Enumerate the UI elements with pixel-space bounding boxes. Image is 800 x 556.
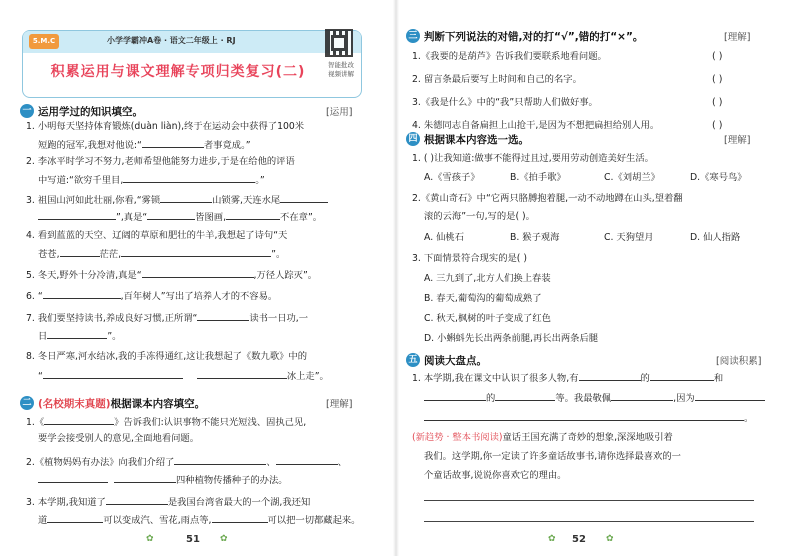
section-title: 根据课本内容选一选。	[424, 133, 529, 146]
question-line: 四种植物传播种子的办法。	[38, 473, 288, 487]
section-category: [理解]	[724, 32, 751, 43]
section-title: 根据课本内容填空。	[110, 397, 206, 410]
question-line: 1.《 》告诉我们:认识事物不能只光短浅、固执己见,	[26, 417, 307, 428]
section-number-badge: 二	[20, 396, 34, 410]
option[interactable]: B. 春天,葡萄沟的葡萄成熟了	[424, 293, 542, 304]
question-line: 2.《植物妈妈有办法》向我们介绍了 、 、	[26, 457, 347, 468]
writing-line[interactable]	[424, 500, 754, 501]
question-line: 8. 冬日严寒,河水结冰,我的手冻得通红,这让我想起了《数九歌》中的	[26, 351, 308, 362]
answer-blank[interactable]	[60, 247, 100, 257]
section-title: 阅读大盘点。	[424, 354, 487, 367]
question-line: 1. ( )让我知道:做事不能得过且过,要用劳动创造美好生活。	[412, 153, 654, 164]
answer-blank[interactable]	[695, 391, 765, 401]
question-line: 3. 下面情景符合现实的是( )	[412, 253, 528, 264]
answer-blank[interactable]	[106, 495, 168, 505]
right-page	[396, 0, 800, 556]
judge-item: 3.《我是什么》中的“我”只帮助人们做好事。	[412, 97, 598, 108]
judge-item: 2. 留言条最后要写上时间和自己的名字。	[412, 74, 582, 85]
sprout-icon: ✿	[146, 534, 154, 544]
sprout-icon: ✿	[548, 534, 556, 544]
answer-blank[interactable]	[114, 473, 176, 483]
sprout-icon: ✿	[606, 534, 614, 544]
question-line: 3. 祖国山河如此壮丽,你看,“雾锁 山锁雾,天连水尾	[26, 193, 328, 207]
question-line: 日 ”。	[38, 331, 122, 342]
question-line: 短跑的冠军,我想对他说:“ 者事竟成。”	[38, 140, 251, 151]
option[interactable]: A. 仙桃石	[424, 232, 464, 243]
question-line: 1. 本学期,我在课文中认识了很多人物,有 的 和	[412, 373, 724, 384]
section-category: [理解]	[724, 135, 751, 146]
question-line: 要学会接受别人的意见,全面地看问题。	[38, 433, 200, 444]
answer-blank[interactable]	[43, 369, 183, 379]
page-number: 52	[572, 534, 586, 545]
answer-blank[interactable]	[38, 210, 116, 220]
option[interactable]: B. 猴子观海	[510, 232, 560, 243]
section-category: [理解]	[326, 399, 353, 410]
option[interactable]: D.《寒号鸟》	[690, 172, 747, 183]
answer-paren[interactable]: ( )	[712, 97, 723, 108]
option[interactable]: A.《雪孩子》	[424, 172, 480, 183]
question-line: 2.《黄山奇石》中“它两只胳膊抱着腿,一动不动地蹲在山头,望着翻	[412, 193, 683, 204]
judge-item: 4. 朱德同志自备扁担上山抢干,是因为不想把扁担给别人用。	[412, 120, 660, 131]
section-1-heading	[20, 103, 143, 119]
answer-blank[interactable]	[212, 513, 268, 523]
answer-blank[interactable]	[226, 210, 280, 220]
left-page	[0, 0, 396, 556]
sprout-icon: ✿	[220, 534, 228, 544]
question-line: 5. 冬天,野外十分冷清,真是“ ,万径人踪灭”。	[26, 270, 318, 281]
question-line: 2. 李冰平时学习不努力,老师希望他能努力进步,于是在给他的评语	[26, 156, 295, 167]
question-line: (新趋势 · 整本书阅读)童话王国充满了奇妙的想象,深深地吸引着	[412, 432, 673, 443]
answer-blank[interactable]	[123, 173, 255, 183]
question-line: 3. 本学期,我知道了 是我国台湾省最大的一个湖,我还知	[26, 497, 311, 508]
section-5-heading	[406, 352, 487, 368]
option[interactable]: C.《刘胡兰》	[604, 172, 660, 183]
answer-blank[interactable]	[280, 193, 328, 203]
answer-blank[interactable]	[121, 247, 271, 257]
answer-blank[interactable]	[43, 289, 121, 299]
section-number-badge: 五	[406, 353, 420, 367]
answer-blank[interactable]	[174, 455, 266, 465]
section-title: 运用学过的知识填空。	[38, 105, 143, 118]
answer-paren[interactable]: ( )	[712, 74, 723, 85]
page-number: 51	[186, 534, 200, 545]
answer-blank[interactable]	[142, 268, 254, 278]
section-4-heading	[406, 131, 529, 147]
question-line: 。	[424, 411, 753, 425]
option[interactable]: C. 天狗望月	[604, 232, 654, 243]
option[interactable]: C. 秋天,枫树的叶子变成了红色	[424, 313, 551, 324]
answer-blank[interactable]	[44, 415, 114, 425]
option[interactable]: A. 三九到了,北方人们换上春装	[424, 273, 551, 284]
answer-blank[interactable]	[650, 371, 714, 381]
writing-line[interactable]	[424, 521, 754, 522]
question-line: 中写道:“欲穷千里目, 。”	[38, 175, 265, 186]
answer-blank[interactable]	[197, 369, 287, 379]
option[interactable]: D. 小蝌蚪先长出两条前腿,再长出两条后腿	[424, 333, 599, 344]
question-line: 的 等。我最敬佩 ,因为	[424, 391, 765, 405]
answer-blank[interactable]	[579, 371, 641, 381]
page-title: 积累运用与课文理解专项归类复习(二)	[50, 64, 306, 80]
option[interactable]: D. 仙人指路	[690, 232, 741, 243]
answer-blank[interactable]	[38, 473, 108, 483]
question-line: 滚的云海”一句,写的是( )。	[424, 211, 535, 222]
qr-code-icon[interactable]	[325, 29, 353, 57]
section-number-badge: 四	[406, 132, 420, 146]
answer-blank[interactable]	[611, 391, 673, 401]
answer-blank[interactable]	[142, 138, 204, 148]
question-line: 4. 看到蓝蓝的天空、辽阔的草原和肥壮的牛羊,我想起了诗句“天	[26, 230, 288, 241]
section-2-heading	[20, 395, 205, 411]
question-tag: (新趋势 · 整本书阅读)	[412, 432, 503, 443]
section-category: [运用]	[326, 107, 353, 118]
question-line: ”,真是“ 皆图画, 不在章”。	[38, 210, 322, 224]
answer-blank[interactable]	[424, 391, 486, 401]
section-category: [阅读积累]	[716, 356, 762, 367]
answer-paren[interactable]: ( )	[712, 51, 723, 62]
section-number-badge: 一	[20, 104, 34, 118]
answer-blank[interactable]	[147, 210, 195, 220]
answer-blank[interactable]	[495, 391, 555, 401]
question-line: 7. 我们要坚持读书,养成良好习惯,正所谓“ 读书一日功,一	[26, 313, 309, 324]
brand-logo: 5.M.C	[29, 34, 59, 49]
answer-blank[interactable]	[160, 193, 212, 203]
option[interactable]: B.《拍手歌》	[510, 172, 566, 183]
question-line: 我们。这学期,你一定读了许多童话故事书,请你选择最喜欢的一	[424, 451, 681, 462]
question-line: 个童话故事,说说你喜欢它的理由。	[424, 470, 567, 481]
section-number-badge: 三	[406, 29, 420, 43]
section-3-heading	[406, 28, 643, 44]
section-tag: (名校期末真题)	[38, 397, 111, 410]
answer-blank[interactable]	[197, 311, 249, 321]
question-line: “ 冰上走”。	[38, 371, 329, 382]
question-line: 1. 小明每天坚持体育锻炼(duàn liàn),终于在运动会中获得了100米	[26, 121, 305, 132]
question-line: 6. “ ,百年树人”写出了培养人才的不容易。	[26, 291, 278, 302]
answer-paren[interactable]: ( )	[712, 120, 723, 131]
question-line: 道 可以变成汽、雪花,雨点等, 可以把一切都藏起来。	[38, 515, 361, 526]
answer-blank[interactable]	[47, 329, 107, 339]
answer-blank[interactable]	[424, 411, 744, 421]
question-line: 苍苍, 茫茫, ”。	[38, 249, 286, 260]
judge-item: 1.《我要的是葫芦》告诉我们要联系地看问题。	[412, 51, 607, 62]
answer-blank[interactable]	[276, 455, 338, 465]
page-header	[22, 30, 362, 98]
series-title: 小学学霸冲A卷 · 语文二年级上 · RJ	[107, 36, 236, 45]
section-title: 判断下列说法的对错,对的打“√”,错的打“×”。	[424, 30, 644, 43]
answer-blank[interactable]	[47, 513, 103, 523]
qr-caption: 智能批改 视频讲解	[328, 61, 354, 78]
